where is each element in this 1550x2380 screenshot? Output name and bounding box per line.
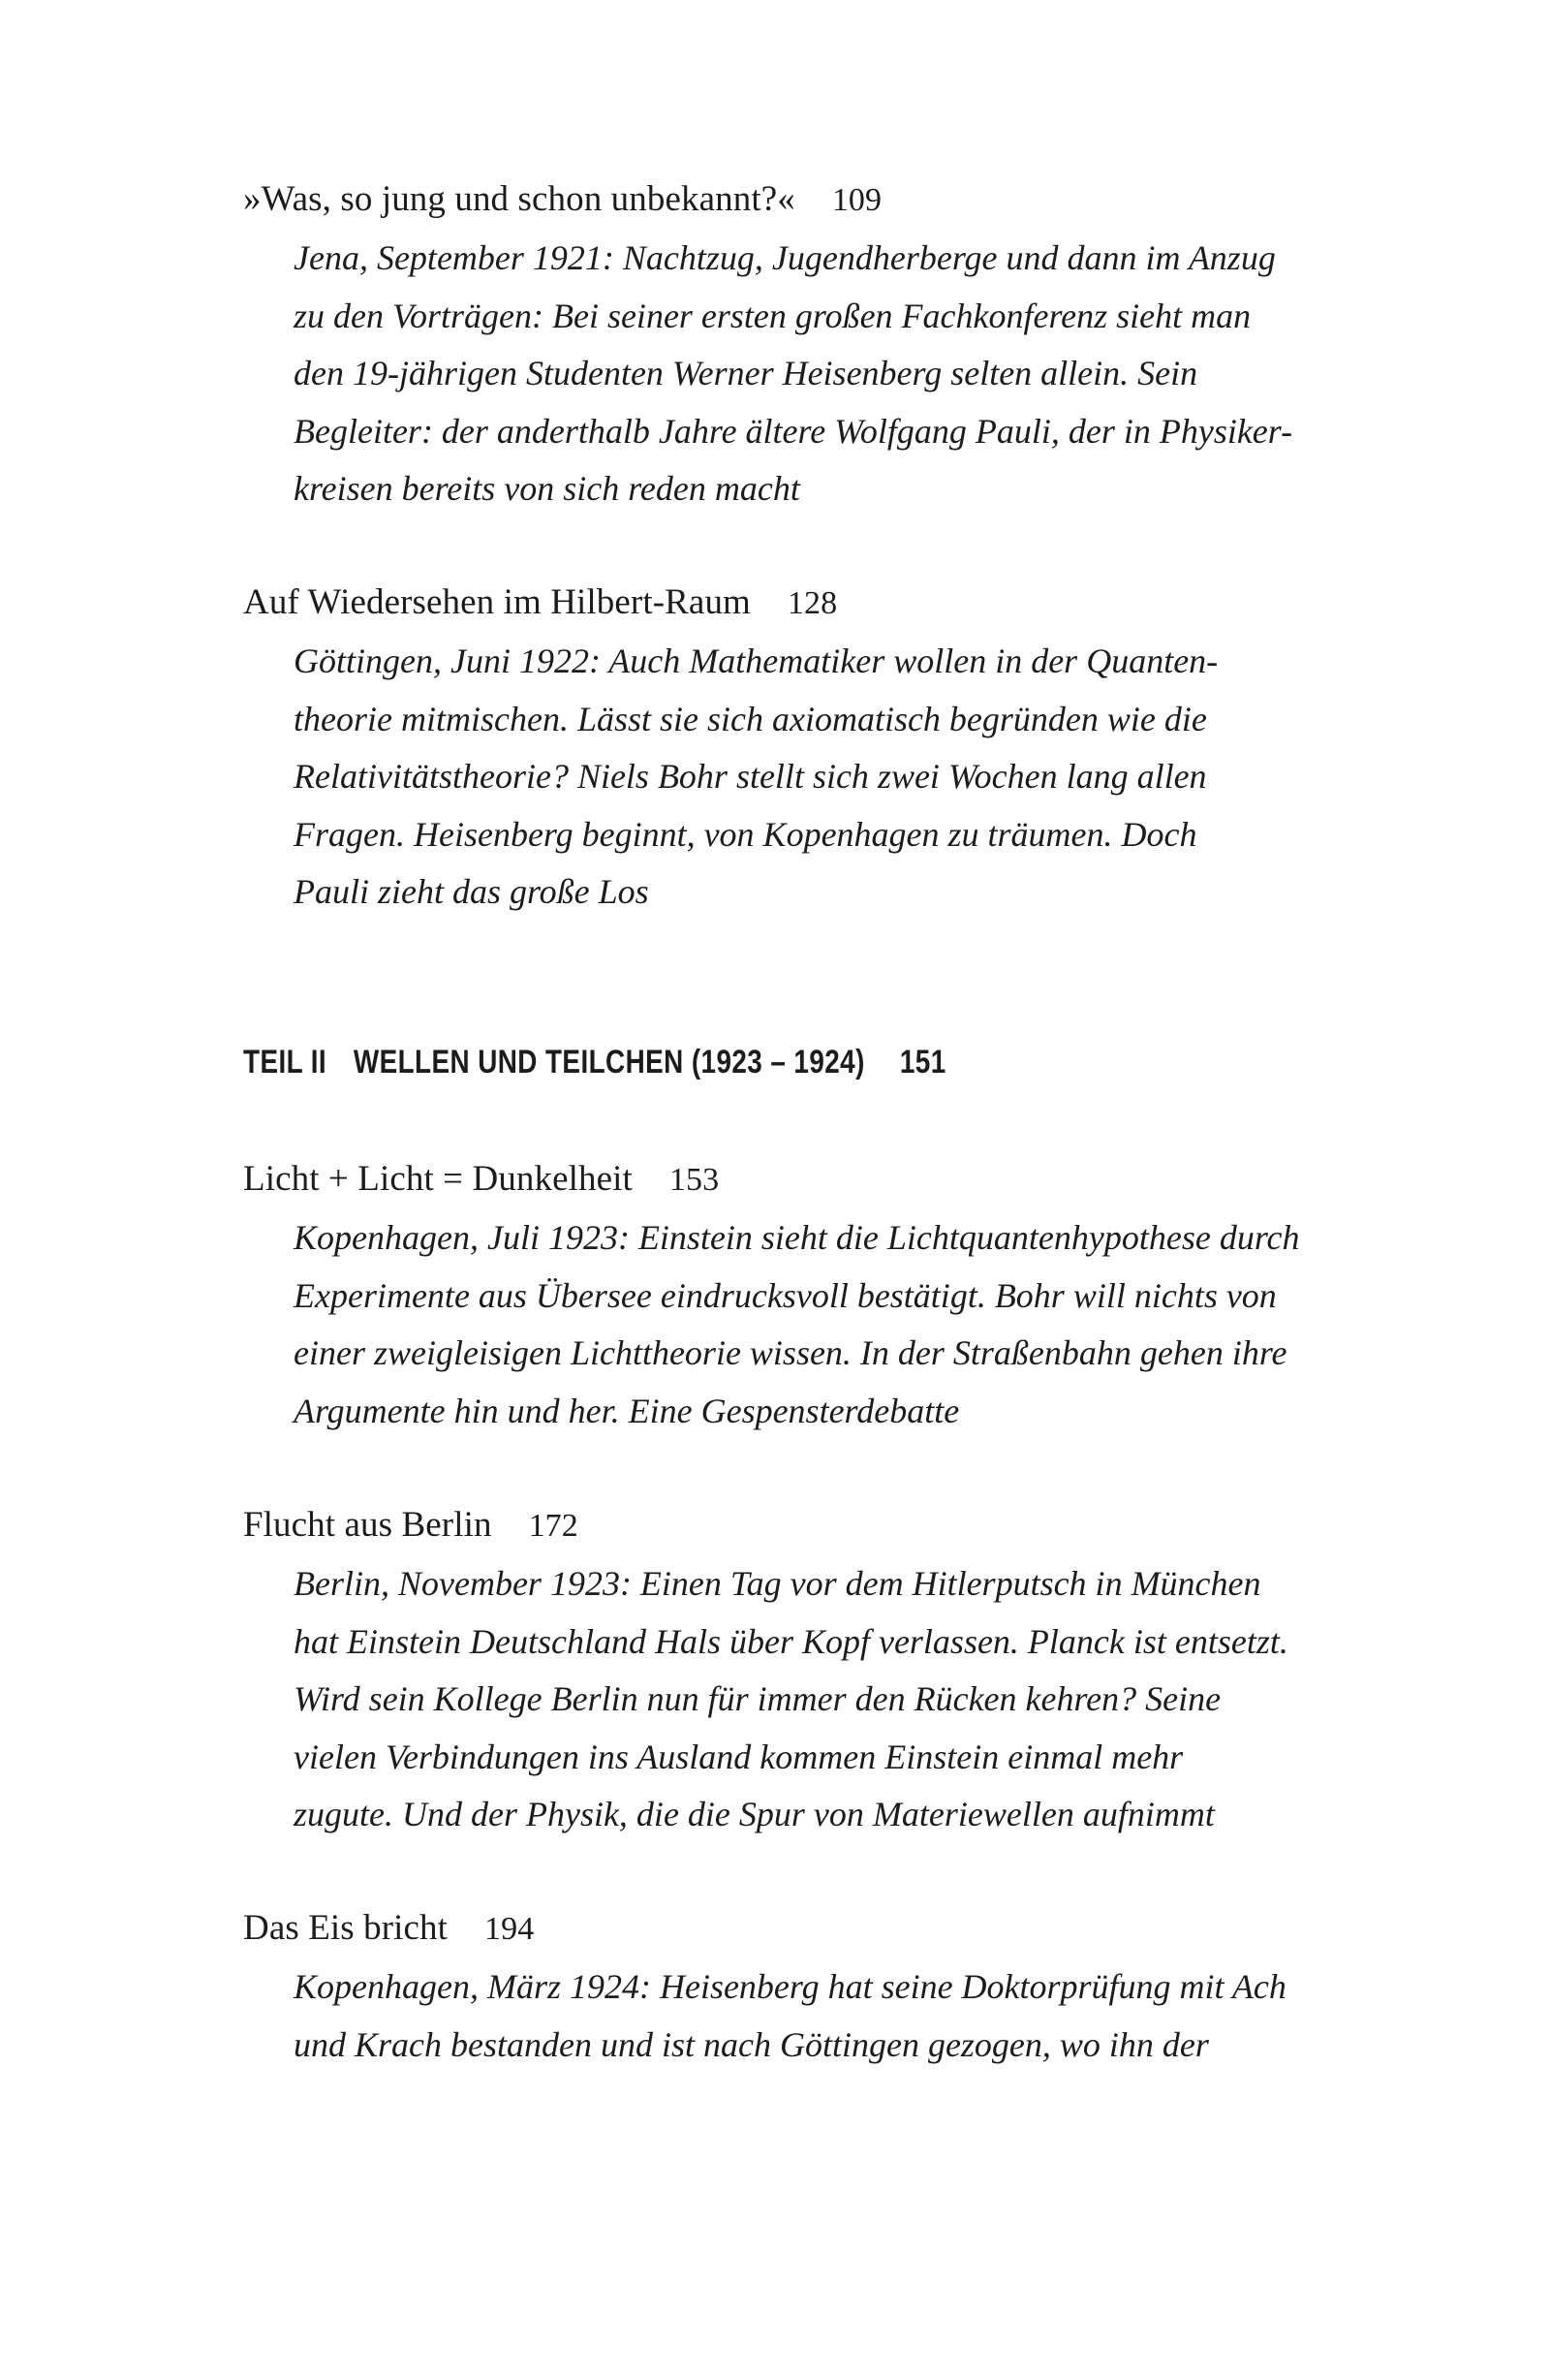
description-line: Kopenhagen, Juli 1923: Einstein sieht die Lichtquantenhypothese durch — [294, 1218, 1300, 1257]
entry-description — [294, 1958, 1386, 2074]
entry-page-number: 109 — [831, 182, 883, 218]
description-line: den 19-jährigen Studenten Werner Heisenberg selten allein. Sein — [294, 354, 1198, 392]
description-line: Argumente hin und her. Eine Gespensterdebatte — [294, 1391, 960, 1430]
description-line: Begleiter: der anderthalb Jahre ältere Wolfgang Pauli, der in Physiker- — [294, 411, 1293, 451]
description-line: zu den Vorträgen: Bei seiner ersten großen Fachkonferenz sieht man — [294, 296, 1252, 335]
entry-title: »Was, so jung und schon unbekannt?« — [243, 179, 795, 219]
entry-heading — [243, 1899, 1386, 1958]
entry-title: Flucht aus Berlin — [243, 1505, 492, 1545]
description-line: Pauli zieht das große Los — [294, 872, 649, 911]
description-line: Fragen. Heisenberg beginnt, von Kopenhagen zu träumen. Doch — [294, 814, 1197, 854]
part-page-number: 151 — [899, 1044, 946, 1080]
toc-entry — [243, 171, 1386, 518]
description-line: vielen Verbindungen ins Ausland kommen Einstein einmal mehr — [294, 1737, 1184, 1776]
description-line: theorie mitmischen. Lässt sie sich axiomatisch begründen wie die — [294, 699, 1207, 738]
toc-entry — [243, 574, 1386, 922]
toc-entry — [243, 1496, 1386, 1844]
entry-page-number: 194 — [484, 1911, 535, 1947]
entry-description — [294, 633, 1386, 922]
entry-heading — [243, 171, 1386, 230]
entry-description — [294, 230, 1386, 518]
entry-heading — [243, 574, 1386, 633]
entry-description — [294, 1555, 1386, 1844]
description-line: Kopenhagen, März 1924: Heisenberg hat seine Doktorprüfung mit Ach — [294, 1967, 1286, 2006]
entry-page-number: 172 — [528, 1508, 578, 1544]
description-line: hat Einstein Deutschland Hals über Kopf verlassen. Planck ist entsetzt. — [294, 1621, 1288, 1661]
toc-entry — [243, 1150, 1386, 1440]
part-label: TEIL II — [243, 1044, 327, 1080]
entry-title: Auf Wiedersehen im Hilbert-Raum — [243, 582, 751, 622]
toc-entry — [243, 1899, 1386, 2074]
description-line: Experimente aus Übersee eindrucksvoll bestätigt. Bohr will nichts von — [294, 1275, 1277, 1315]
part-heading — [243, 1033, 946, 1091]
entry-heading — [243, 1496, 1386, 1555]
entry-title: Licht + Licht = Dunkelheit — [243, 1159, 633, 1199]
description-line: einer zweigleisigen Lichttheorie wissen. In der Straßenbahn gehen ihre — [294, 1333, 1287, 1372]
entry-page-number: 128 — [787, 585, 838, 621]
description-line: Berlin, November 1923: Einen Tag vor dem Hitlerputsch in München — [294, 1564, 1261, 1603]
description-line: Wird sein Kollege Berlin nun für immer den Rücken kehren? Seine — [294, 1679, 1222, 1718]
entry-title: Das Eis bricht — [243, 1908, 449, 1948]
entry-description — [294, 1209, 1386, 1440]
entry-page-number: 153 — [668, 1162, 720, 1198]
description-line: kreisen bereits von sich reden macht — [294, 469, 800, 508]
entry-heading — [243, 1150, 1386, 1209]
description-line: und Krach bestanden und ist nach Göttingen gezogen, wo ihn der — [294, 2024, 1209, 2064]
part-title: WELLEN UND TEILCHEN (1923 – 1924) — [353, 1044, 865, 1080]
description-line: zugute. Und der Physik, die die Spur von Materiewellen aufnimmt — [294, 1795, 1215, 1833]
description-line: Göttingen, Juni 1922: Auch Mathematiker wollen in der Quanten- — [294, 642, 1219, 680]
description-line: Relativitätstheorie? Niels Bohr stellt sich zwei Wochen lang allen — [294, 757, 1207, 796]
description-line: Jena, September 1921: Nachtzug, Jugendherberge und dann im Anzug — [294, 238, 1276, 277]
